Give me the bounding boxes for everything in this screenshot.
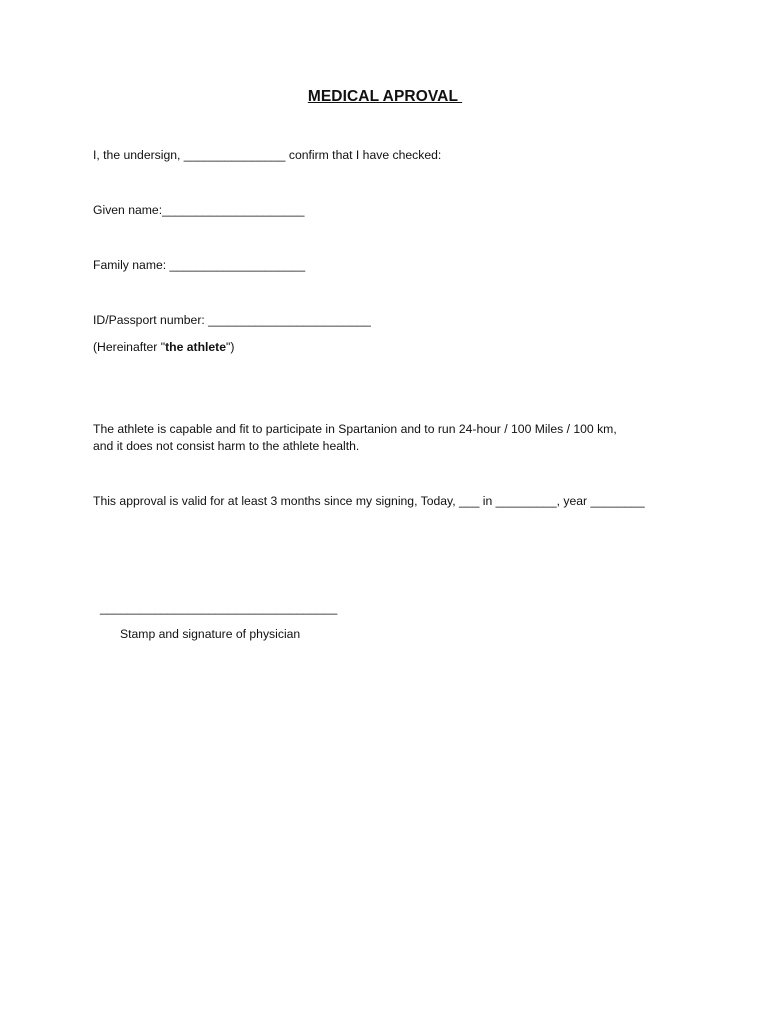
hereinafter-prefix: (Hereinafter " (93, 340, 166, 354)
capable-line-2: and it does not consist harm to the athlete health. (93, 439, 360, 453)
signature-line: ___________________________________ (100, 601, 338, 615)
hereinafter-bold: the athlete (165, 340, 227, 354)
document-title: MEDICAL APROVAL (307, 88, 463, 105)
capable-line-1: The athlete is capable and fit to participate in Spartanion and to run 24-hour / 100 Miles / 100 km, (93, 422, 617, 436)
signature-caption: Stamp and signature of physician (120, 627, 301, 641)
id-passport-line: ID/Passport number: ________________________ (93, 313, 371, 327)
validity-line: This approval is valid for at least 3 months since my signing, Today, ___ in _________, year ________ (93, 494, 645, 508)
hereinafter-suffix: ") (226, 340, 235, 354)
family-name-line: Family name: ____________________ (93, 258, 306, 272)
confirm-line: I, the undersign, _______________ confirm that I have checked: (93, 148, 442, 162)
hereinafter-line (93, 339, 234, 356)
given-name-line: Given name:_____________________ (93, 203, 305, 217)
